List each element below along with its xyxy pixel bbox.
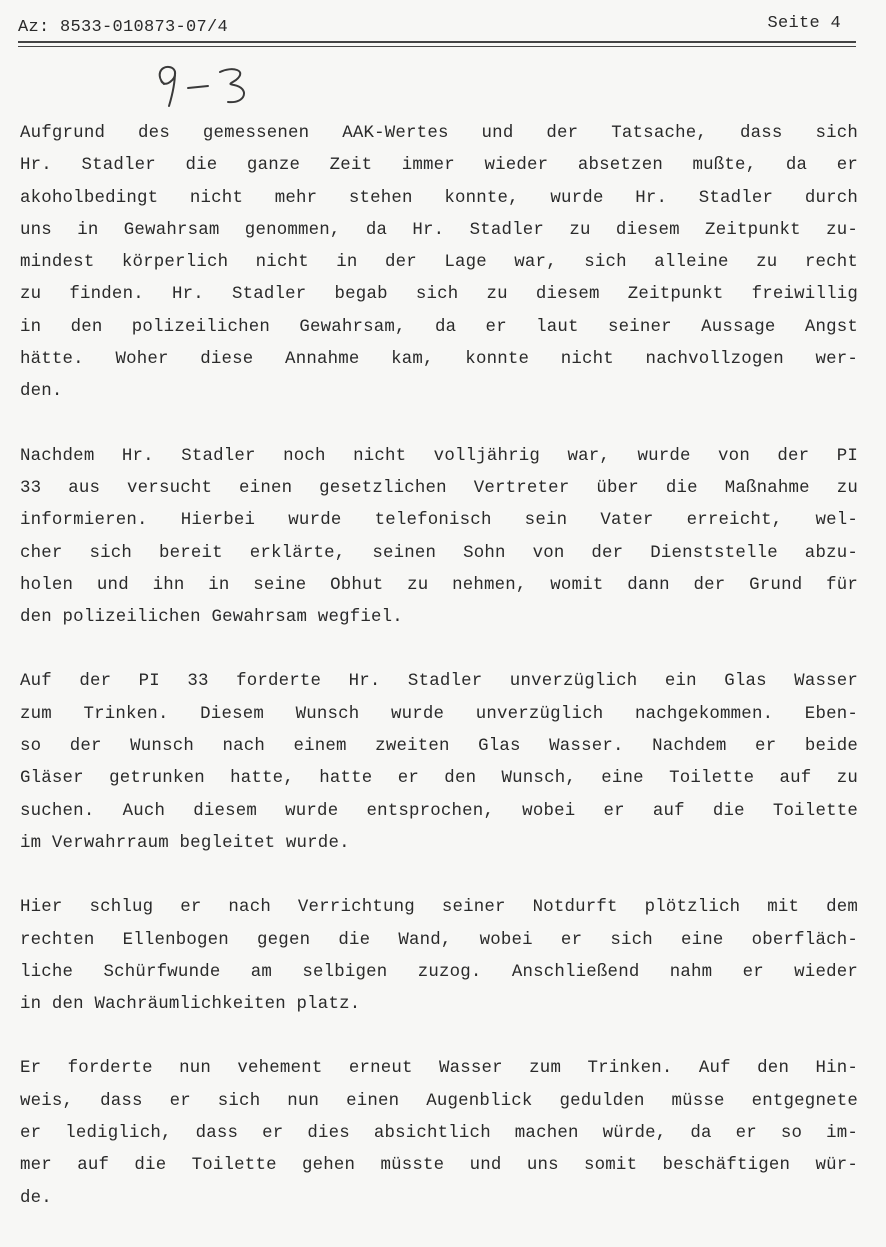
text-line: Aufgrund des gemessenen AAK-Wertes und der Tatsache, dass sich xyxy=(20,124,858,143)
text-line: im Verwahrraum begleitet wurde. xyxy=(20,833,350,853)
case-number: Az: 8533-010873-07/4 xyxy=(18,18,229,37)
text-line: suchen. Auch diesem wurde entsprochen, wobei er auf die Toilette xyxy=(20,801,858,821)
header-divider-secondary xyxy=(18,46,856,47)
text-line: Hier schlug er nach Verrichtung seiner Notdurft plötzlich mit dem xyxy=(20,898,858,918)
text-line: in den Wachräumlichkeiten platz. xyxy=(20,995,361,1015)
text-line: den. xyxy=(20,382,63,402)
text-line: liche Schürfwunde am selbigen zuzog. Anschließend nahm er wieder xyxy=(20,962,858,982)
handwritten-note xyxy=(150,62,260,116)
text-line: so der Wunsch nach einem zweiten Glas Wasser. Nachdem er beide xyxy=(20,737,858,757)
page-number: Seite 4 xyxy=(767,14,841,33)
text-line: mindest körperlich nicht in der Lage war, sich alleine zu recht xyxy=(20,253,858,273)
text-line: hätte. Woher diese Annahme kam, konnte nicht nachvollzogen wer- xyxy=(20,350,858,370)
text-line: den polizeilichen Gewahrsam wegfiel. xyxy=(20,608,403,628)
text-line: mer auf die Toilette gehen müsste und uns somit beschäftigen wür- xyxy=(20,1156,858,1176)
paragraph xyxy=(20,666,858,860)
page-header xyxy=(18,14,846,38)
text-line: in den polizeilichen Gewahrsam, da er laut seiner Aussage Angst xyxy=(20,317,858,337)
text-line: holen und ihn in seine Obhut zu nehmen, womit dann der Grund für xyxy=(20,575,858,595)
paragraph xyxy=(20,892,858,1021)
text-line: zum Trinken. Diesem Wunsch wurde unverzüglich nachgekommen. Eben- xyxy=(20,704,858,724)
text-line: rechten Ellenbogen gegen die Wand, wobei er sich eine oberfläch- xyxy=(20,930,858,950)
paragraph xyxy=(20,1053,858,1214)
text-line: 33 aus versucht einen gesetzlichen Vertreter über die Maßnahme zu xyxy=(20,478,858,498)
text-line: uns in Gewahrsam genommen, da Hr. Stadler zu diesem Zeitpunkt zu- xyxy=(20,220,858,240)
header-divider xyxy=(18,41,856,43)
text-line: de. xyxy=(20,1188,52,1208)
text-line: cher sich bereit erklärte, seinen Sohn von der Dienststelle abzu- xyxy=(20,543,858,563)
text-line: Hr. Stadler die ganze Zeit immer wieder absetzen mußte, da er xyxy=(20,156,858,176)
text-line: Er forderte nun vehement erneut Wasser zum Trinken. Auf den Hin- xyxy=(20,1059,858,1079)
text-line: zu finden. Hr. Stadler begab sich zu diesem Zeitpunkt freiwillig xyxy=(20,285,858,305)
text-line: akoholbedingt nicht mehr stehen konnte, wurde Hr. Stadler durch xyxy=(20,188,858,208)
text-line: Auf der PI 33 forderte Hr. Stadler unverzüglich ein Glas Wasser xyxy=(20,672,858,692)
text-line: Gläser getrunken hatte, hatte er den Wunsch, eine Toilette auf zu xyxy=(20,769,858,789)
text-line: weis, dass er sich nun einen Augenblick gedulden müsse entgegnete xyxy=(20,1091,858,1111)
text-line: informieren. Hierbei wurde telefonisch sein Vater erreicht, wel- xyxy=(20,511,858,531)
paragraph xyxy=(20,441,858,635)
paragraph xyxy=(20,118,858,409)
text-line: Nachdem Hr. Stadler noch nicht volljährig war, wurde von der PI xyxy=(20,446,858,466)
document-body xyxy=(20,118,858,1247)
text-line: er lediglich, dass er dies absichtlich machen würde, da er so im- xyxy=(20,1124,858,1144)
